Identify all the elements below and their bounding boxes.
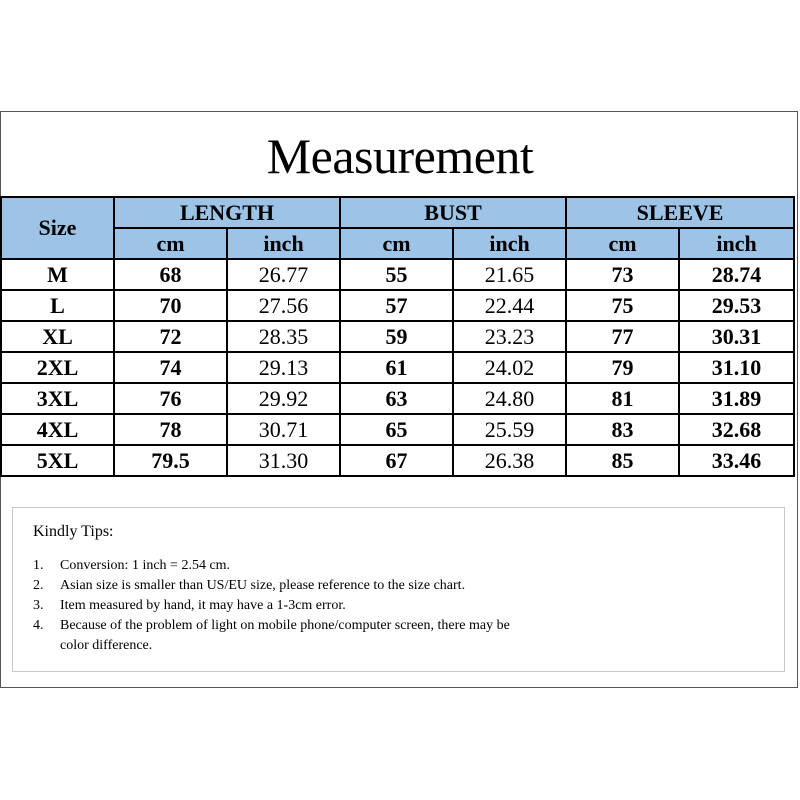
size-cell: 2XL (1, 352, 114, 383)
tip-number: 1. (33, 558, 44, 573)
value-cell: 67 (340, 445, 453, 476)
tip-text: Item measured by hand, it may have a 1-3cm error. (60, 598, 346, 613)
table-row (1, 383, 794, 414)
table-row (1, 321, 794, 352)
table-row (1, 414, 794, 445)
size-cell: M (1, 259, 114, 290)
value-cell: 65 (340, 414, 453, 445)
tip-text: Conversion: 1 inch = 2.54 cm. (60, 558, 231, 573)
tip-number: 2. (33, 578, 44, 593)
value-cell: 31.10 (679, 352, 794, 383)
value-cell: 30.31 (679, 321, 794, 352)
value-cell: 61 (340, 352, 453, 383)
unit-header: cm (566, 228, 679, 259)
value-cell: 74 (114, 352, 227, 383)
table-row (1, 290, 794, 321)
value-cell: 22.44 (453, 290, 566, 321)
value-cell: 73 (566, 259, 679, 290)
unit-header: inch (227, 228, 340, 259)
value-cell: 76 (114, 383, 227, 414)
value-cell: 29.53 (679, 290, 794, 321)
value-cell: 30.71 (227, 414, 340, 445)
value-cell: 68 (114, 259, 227, 290)
tip-text-continued: color difference. (60, 638, 153, 653)
value-cell: 26.38 (453, 445, 566, 476)
size-cell: 3XL (1, 383, 114, 414)
unit-header-row (1, 228, 794, 259)
value-cell: 29.13 (227, 352, 340, 383)
tip-item (33, 556, 230, 576)
value-cell: 59 (340, 321, 453, 352)
value-cell: 26.77 (227, 259, 340, 290)
value-cell: 81 (566, 383, 679, 414)
size-cell: L (1, 290, 114, 321)
value-cell: 70 (114, 290, 227, 321)
value-cell: 33.46 (679, 445, 794, 476)
value-cell: 77 (566, 321, 679, 352)
unit-header: inch (679, 228, 794, 259)
tip-text: Asian size is smaller than US/EU size, please reference to the size chart. (60, 578, 466, 593)
value-cell: 28.74 (679, 259, 794, 290)
tips-title: Kindly Tips: (33, 523, 114, 540)
unit-header: cm (340, 228, 453, 259)
value-cell: 32.68 (679, 414, 794, 445)
size-header: Size (1, 197, 114, 259)
sleeve-header: SLEEVE (566, 197, 794, 228)
value-cell: 57 (340, 290, 453, 321)
table-row (1, 259, 794, 290)
bust-header: BUST (340, 197, 566, 228)
value-cell: 28.35 (227, 321, 340, 352)
value-cell: 85 (566, 445, 679, 476)
tip-text: Because of the problem of light on mobile phone/computer screen, there may be (60, 618, 510, 633)
chart-title: Measurement (266, 128, 534, 184)
size-cell: 4XL (1, 414, 114, 445)
value-cell: 24.02 (453, 352, 566, 383)
size-chart-table (0, 196, 795, 477)
size-cell: 5XL (1, 445, 114, 476)
value-cell: 79 (566, 352, 679, 383)
value-cell: 79.5 (114, 445, 227, 476)
size-cell: XL (1, 321, 114, 352)
value-cell: 83 (566, 414, 679, 445)
value-cell: 72 (114, 321, 227, 352)
tip-item (33, 596, 346, 616)
value-cell: 55 (340, 259, 453, 290)
table-row (1, 445, 794, 476)
value-cell: 31.30 (227, 445, 340, 476)
tip-number: 3. (33, 598, 44, 613)
value-cell: 23.23 (453, 321, 566, 352)
length-header: LENGTH (114, 197, 340, 228)
unit-header: inch (453, 228, 566, 259)
unit-header: cm (114, 228, 227, 259)
tip-number: 4. (33, 618, 44, 633)
table-row (1, 352, 794, 383)
tip-item (33, 576, 465, 596)
value-cell: 63 (340, 383, 453, 414)
value-cell: 31.89 (679, 383, 794, 414)
value-cell: 21.65 (453, 259, 566, 290)
value-cell: 27.56 (227, 290, 340, 321)
value-cell: 29.92 (227, 383, 340, 414)
tip-item (33, 616, 510, 656)
group-header-row (1, 197, 794, 228)
value-cell: 75 (566, 290, 679, 321)
value-cell: 24.80 (453, 383, 566, 414)
value-cell: 25.59 (453, 414, 566, 445)
value-cell: 78 (114, 414, 227, 445)
